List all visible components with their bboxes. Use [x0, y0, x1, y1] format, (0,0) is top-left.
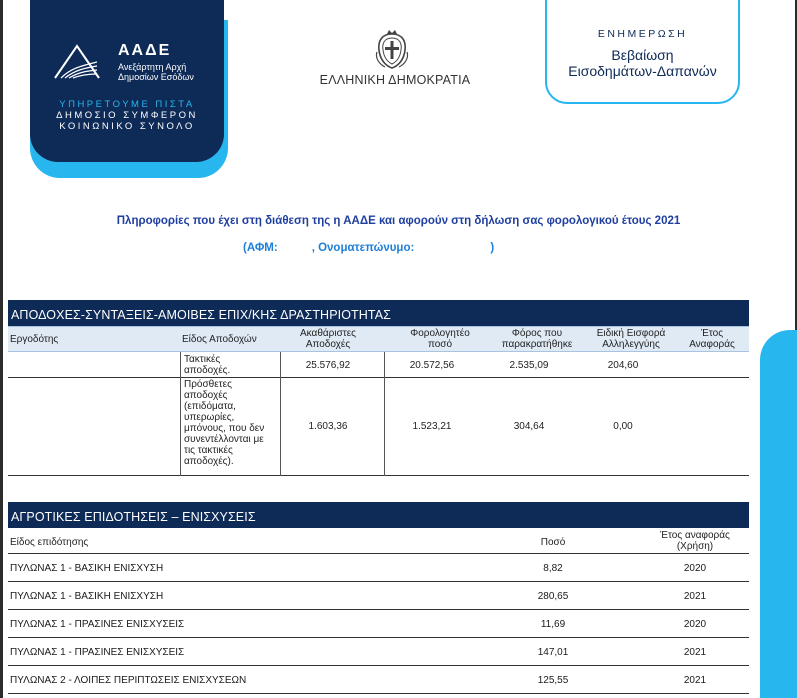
column-divider	[180, 352, 181, 476]
table-row	[8, 611, 749, 638]
page-border-left	[0, 0, 3, 698]
logo-motto-line2: ΔΗΜΟΣΙΟ ΣΥΜΦΕΡΟΝ	[56, 110, 198, 121]
logo-motto-line3: ΚΟΙΝΩΝΙΚΟ ΣΥΝΟΛΟ	[59, 121, 195, 132]
table-row	[8, 555, 749, 582]
withheld-value: 2.535,09	[509, 360, 549, 371]
subsidy-type: ΠΥΛΩΝΑΣ 1 - ΒΑΣΙΚΗ ΕΝΙΣΧΥΣΗ	[10, 591, 164, 602]
aade-logo-block	[30, 0, 228, 178]
col-income-type: Είδος Αποδοχών	[182, 334, 257, 345]
row-divider	[8, 377, 749, 378]
col-year-line2: Αναφοράς	[689, 339, 735, 350]
table-row	[8, 583, 749, 610]
subsidy-amount: 11,69	[540, 619, 566, 630]
subsidy-amount: 8,82	[543, 563, 563, 574]
name-label: , Ονοματεπώνυμο:	[311, 242, 415, 254]
col-subsidy-type: Είδος επιδότησης	[10, 537, 89, 548]
income-type-line: Πρόσθετες	[184, 379, 232, 390]
identity-close: )	[490, 242, 495, 254]
logo-motto-line1: ΥΠΗΡΕΤΟΥΜΕ ΠΙΣΤΑ	[59, 99, 195, 110]
col-year-line1: Έτος αναφοράς	[660, 530, 730, 541]
income-type-line: υπερωρίες,	[184, 412, 235, 423]
subsidy-amount: 280,65	[537, 591, 569, 602]
income-type-line: μπόνους, που δεν	[184, 423, 265, 434]
subsidy-year: 2021	[683, 675, 707, 686]
col-year-line2: (Χρήση)	[676, 541, 714, 552]
subsidy-type: ΠΥΛΩΝΑΣ 2 - ΛΟΙΠΕΣ ΠΕΡΙΠΤΩΣΕΙΣ ΕΝΙΣΧΥΣΕΩΝ	[10, 675, 247, 686]
taxable-value: 1.523,21	[412, 421, 452, 432]
subsidy-type: ΠΥΛΩΝΑΣ 1 - ΠΡΑΣΙΝΕΣ ΕΝΙΣΧΥΣΕΙΣ	[10, 647, 185, 658]
col-gross-line2: Αποδοχές	[305, 339, 351, 350]
solidarity-value: 204,60	[607, 360, 639, 371]
income-type-line: συνεντέλλονται με	[184, 434, 264, 445]
col-amount: Ποσό	[540, 537, 566, 548]
gross-value: 25.576,92	[305, 360, 351, 371]
subsidy-type: ΠΥΛΩΝΑΣ 1 - ΒΑΣΙΚΗ ΕΝΙΣΧΥΣΗ	[10, 563, 164, 574]
logo-abbreviation: ΑΑΔΕ	[118, 42, 172, 59]
subsidy-year: 2020	[683, 563, 707, 574]
taxable-value: 20.572,56	[409, 360, 455, 371]
section-subsidies-header: ΑΓΡΟΤΙΚΕΣ ΕΠΙΔΟΤΗΣΕΙΣ – ΕΝΙΣΧΥΣΕΙΣ	[8, 502, 749, 528]
income-type-line: τις τακτικές	[184, 445, 233, 456]
row-divider	[8, 475, 749, 476]
col-gross-line1: Ακαθάριστες	[300, 328, 356, 339]
notice-box	[545, 0, 740, 104]
greek-coat-of-arms-icon	[373, 28, 411, 70]
logo-subtitle-line1: Ανεξάρτητη Αρχή	[118, 62, 187, 72]
taxpayer-identity-line	[243, 242, 494, 254]
col-year-line1: Έτος	[700, 328, 724, 339]
logo-subtitle-line2: Δημοσίων Εσόδων	[118, 72, 194, 82]
notice-subtitle-line1: Βεβαίωση	[611, 47, 674, 63]
subsidy-year: 2021	[683, 591, 707, 602]
income-type-line: αποδοχές	[184, 390, 228, 401]
afm-label: (ΑΦΜ:	[243, 242, 278, 254]
income-type-line: Τακτικές	[184, 354, 221, 365]
aade-logo-icon	[53, 42, 101, 80]
logo-panel	[30, 0, 224, 162]
col-taxable-line1: Φορολογητέο	[410, 328, 470, 339]
income-type-line: (επιδόματα,	[184, 401, 236, 412]
table-row	[8, 667, 749, 694]
republic-label: ΕΛΛΗΝΙΚΗ ΔΗΜΟΚΡΑΤΙΑ	[319, 73, 471, 87]
col-solidarity-line1: Ειδική Εισφορά	[596, 328, 666, 339]
intro-text: Πληροφορίες που έχει στη διάθεση της η ΑΑΔΕ και αφορούν στη δήλωση σας φορολογικού έτους 2021	[116, 215, 681, 227]
withheld-value: 304,64	[513, 421, 545, 432]
column-divider	[384, 352, 385, 476]
col-employer: Εργοδότης	[10, 334, 59, 345]
subsidy-amount: 147,01	[537, 647, 569, 658]
gross-value: 1.603,36	[308, 421, 348, 432]
solidarity-value: 0,00	[613, 421, 633, 432]
col-taxable-line2: ποσό	[427, 339, 453, 350]
col-solidarity-line2: Αλληλεγγύης	[602, 339, 660, 350]
income-type-line: αποδοχές).	[184, 456, 234, 467]
decorative-side-tab	[760, 330, 797, 698]
subsidy-type: ΠΥΛΩΝΑΣ 1 - ΠΡΑΣΙΝΕΣ ΕΝΙΣΧΥΣΕΙΣ	[10, 619, 185, 630]
section-income-column-headers	[8, 326, 749, 352]
subsidy-year: 2021	[683, 647, 707, 658]
notice-subtitle-line2: Εισοδημάτων-Δαπανών	[568, 63, 717, 79]
subsidy-year: 2020	[683, 619, 707, 630]
col-withheld-line1: Φόρος που	[511, 328, 563, 339]
section-subsidies-column-headers	[8, 528, 749, 554]
notice-title: ΕΝΗΜΕΡΩΣΗ	[597, 28, 688, 40]
column-divider	[280, 352, 281, 476]
subsidy-amount: 125,55	[537, 675, 569, 686]
section-income-header: ΑΠΟΔΟΧΕΣ-ΣΥΝΤΑΞΕΙΣ-ΑΜΟΙΒΕΣ ΕΠΙΧ/ΚΗΣ ΔΡΑΣΤΗΡΙΟΤΗΤΑΣ	[8, 300, 749, 326]
col-withheld-line2: παρακρατήθηκε	[501, 339, 573, 350]
income-type-line: αποδοχές.	[184, 365, 231, 376]
table-row	[8, 639, 749, 666]
